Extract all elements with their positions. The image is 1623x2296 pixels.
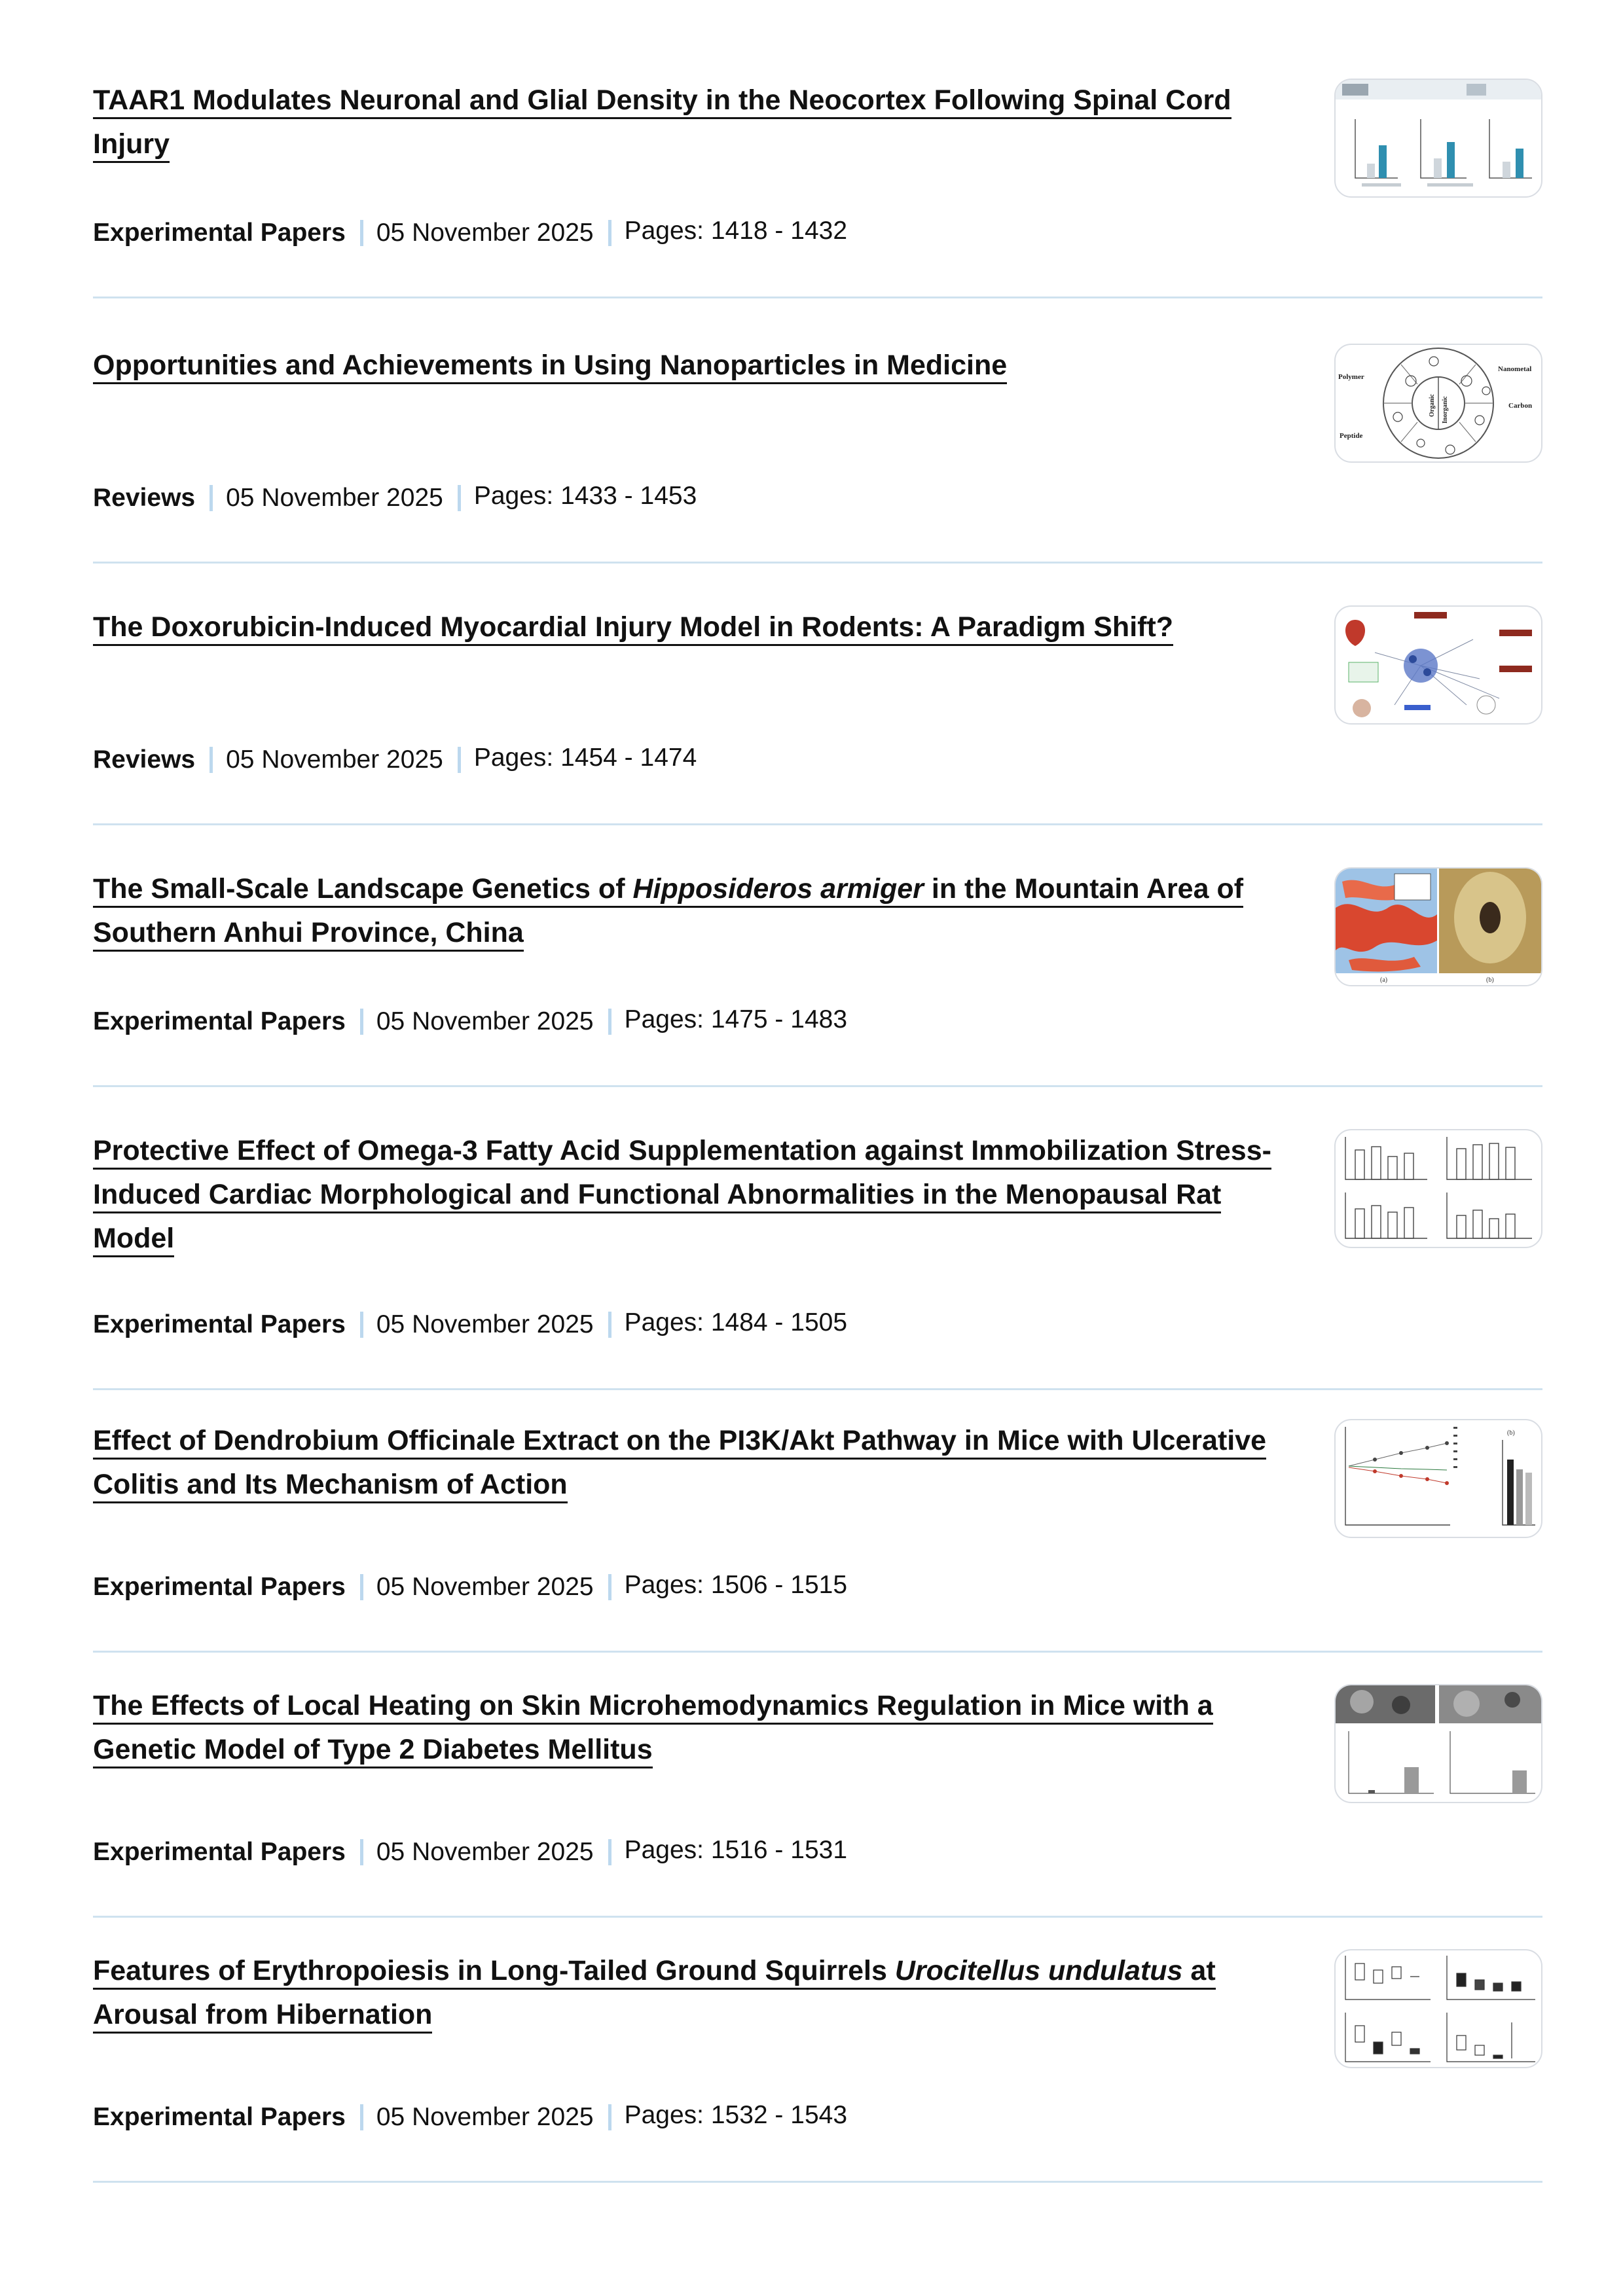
article-meta bbox=[93, 217, 847, 249]
thumbnail-label: Peptide bbox=[1340, 432, 1363, 440]
article-thumbnail[interactable] bbox=[1334, 1129, 1542, 1248]
article-meta bbox=[93, 1309, 847, 1340]
article-title-link[interactable]: The Doxorubicin-Induced Myocardial Injury Model in Rodents: A Paradigm Shift? bbox=[93, 611, 1173, 646]
meta-divider bbox=[458, 485, 461, 511]
line-and-bar-chart bbox=[1336, 1420, 1541, 1537]
article-pages: Pages: 1418 - 1432 bbox=[624, 217, 848, 245]
thumbnail-label: Nanometal bbox=[1498, 365, 1532, 373]
article-section: Reviews bbox=[93, 745, 196, 774]
network-diagram bbox=[1336, 607, 1541, 723]
article-meta bbox=[93, 744, 697, 776]
article-title bbox=[93, 867, 1271, 955]
article-date: 05 November 2025 bbox=[376, 1007, 594, 1035]
micrograph-and-bar-chart bbox=[1336, 1685, 1541, 1802]
species-name: Hipposideros armiger bbox=[632, 873, 924, 905]
article-section: Experimental Papers bbox=[93, 1838, 346, 1866]
article-thumbnail[interactable] bbox=[1334, 867, 1542, 986]
title-text: The Small-Scale Landscape Genetics of bbox=[93, 873, 633, 905]
article-title bbox=[93, 1684, 1271, 1772]
meta-divider bbox=[608, 1839, 611, 1865]
thumbnail-label: Inorganic bbox=[1442, 396, 1449, 423]
list-item bbox=[93, 79, 1542, 298]
article-title bbox=[93, 1129, 1271, 1261]
thumbnail-label: Organic bbox=[1429, 394, 1436, 417]
article-thumbnail[interactable] bbox=[1334, 1949, 1542, 2068]
list-item bbox=[93, 344, 1542, 564]
article-date: 05 November 2025 bbox=[376, 219, 594, 247]
article-section: Experimental Papers bbox=[93, 1573, 346, 1601]
article-section: Experimental Papers bbox=[93, 1310, 346, 1338]
article-title bbox=[93, 1949, 1271, 2037]
meta-divider bbox=[210, 747, 213, 773]
article-date: 05 November 2025 bbox=[226, 484, 443, 512]
article-meta bbox=[93, 2102, 847, 2133]
title-text: at Arousal from Hibernation bbox=[93, 1955, 1216, 2030]
article-title bbox=[93, 344, 1271, 387]
article-thumbnail[interactable] bbox=[1334, 1684, 1542, 1803]
article-pages: Pages: 1516 - 1531 bbox=[624, 1836, 848, 1864]
article-section: Experimental Papers bbox=[93, 1007, 346, 1035]
article-meta bbox=[93, 482, 697, 514]
list-item bbox=[93, 1129, 1542, 1390]
species-name: Urocitellus undulatus bbox=[894, 1955, 1183, 1986]
meta-divider bbox=[608, 1009, 611, 1035]
article-section: Experimental Papers bbox=[93, 219, 346, 247]
title-text: in the Mountain Area of Southern Anhui Province, China bbox=[93, 873, 1244, 948]
thumbnail-label: (b) bbox=[1486, 977, 1494, 984]
article-meta bbox=[93, 1837, 847, 1868]
meta-divider bbox=[458, 747, 461, 773]
article-section: Experimental Papers bbox=[93, 2103, 346, 2131]
title-text: Features of Erythropoiesis in Long-Tailed Ground Squirrels bbox=[93, 1955, 895, 1986]
article-pages: Pages: 1484 - 1505 bbox=[624, 1308, 848, 1336]
article-title-link[interactable]: The Effects of Local Heating on Skin Microhemodynamics Regulation in Mice with a Genetic Model of Type 2 Diabetes Mellitus bbox=[93, 1690, 1213, 1768]
meta-divider bbox=[360, 220, 363, 246]
article-title bbox=[93, 1419, 1271, 1507]
article-title bbox=[93, 79, 1271, 166]
article-pages: Pages: 1506 - 1515 bbox=[624, 1571, 848, 1599]
article-title-link[interactable]: Effect of Dendrobium Officinale Extract on the PI3K/Akt Pathway in Mice with Ulcerative Colitis and Its Mechanism of Action bbox=[93, 1425, 1266, 1503]
meta-divider bbox=[360, 1839, 363, 1865]
article-date: 05 November 2025 bbox=[226, 745, 443, 774]
meta-divider bbox=[608, 220, 611, 246]
meta-divider bbox=[608, 2104, 611, 2130]
thumbnail-label: (a) bbox=[1380, 977, 1388, 984]
thumbnail-label: Carbon bbox=[1508, 402, 1533, 410]
article-date: 05 November 2025 bbox=[376, 2103, 594, 2131]
article-date: 05 November 2025 bbox=[376, 1310, 594, 1338]
article-pages: Pages: 1454 - 1474 bbox=[473, 744, 697, 772]
article-thumbnail[interactable] bbox=[1334, 344, 1542, 463]
article-thumbnail[interactable] bbox=[1334, 1419, 1542, 1538]
thumbnail-label: Polymer bbox=[1338, 373, 1364, 381]
thumbnail-label: (b) bbox=[1507, 1429, 1515, 1437]
article-pages: Pages: 1532 - 1543 bbox=[624, 2101, 848, 2129]
article-title-link[interactable] bbox=[93, 1955, 1216, 2034]
article-thumbnail[interactable] bbox=[1334, 79, 1542, 198]
article-thumbnail[interactable] bbox=[1334, 605, 1542, 725]
article-title-link[interactable]: Opportunities and Achievements in Using Nanoparticles in Medicine bbox=[93, 350, 1007, 384]
article-meta bbox=[93, 1571, 847, 1603]
bar-chart-figure bbox=[1336, 80, 1541, 196]
article-pages: Pages: 1433 - 1453 bbox=[473, 482, 697, 510]
article-date: 05 November 2025 bbox=[376, 1838, 594, 1866]
meta-divider bbox=[360, 1312, 363, 1338]
article-meta bbox=[93, 1006, 847, 1037]
article-pages: Pages: 1475 - 1483 bbox=[624, 1005, 848, 1033]
list-item bbox=[93, 1949, 1542, 2183]
meta-divider bbox=[210, 485, 213, 511]
list-item bbox=[93, 867, 1542, 1087]
article-date: 05 November 2025 bbox=[376, 1573, 594, 1601]
article-section: Reviews bbox=[93, 484, 196, 512]
meta-divider bbox=[360, 1574, 363, 1600]
nanoparticle-wheel-diagram bbox=[1336, 345, 1541, 461]
meta-divider bbox=[608, 1574, 611, 1600]
bar-chart-panels bbox=[1336, 1130, 1541, 1247]
article-title-link[interactable]: Protective Effect of Omega-3 Fatty Acid Supplementation against Immobilization Stress-Induced Cardiac Morphological and Functional Abnormalities in the Menopausal Rat Model bbox=[93, 1135, 1271, 1257]
map-and-bat-photo bbox=[1336, 869, 1541, 985]
article-title bbox=[93, 605, 1271, 649]
meta-divider bbox=[360, 1009, 363, 1035]
meta-divider bbox=[360, 2104, 363, 2130]
box-plot-panels bbox=[1336, 1950, 1541, 2067]
article-title-link[interactable]: TAAR1 Modulates Neuronal and Glial Density in the Neocortex Following Spinal Cord Injury bbox=[93, 84, 1231, 163]
list-item bbox=[93, 605, 1542, 825]
list-item bbox=[93, 1684, 1542, 1918]
article-title-link[interactable] bbox=[93, 873, 1243, 952]
list-item bbox=[93, 1419, 1542, 1653]
meta-divider bbox=[608, 1312, 611, 1338]
